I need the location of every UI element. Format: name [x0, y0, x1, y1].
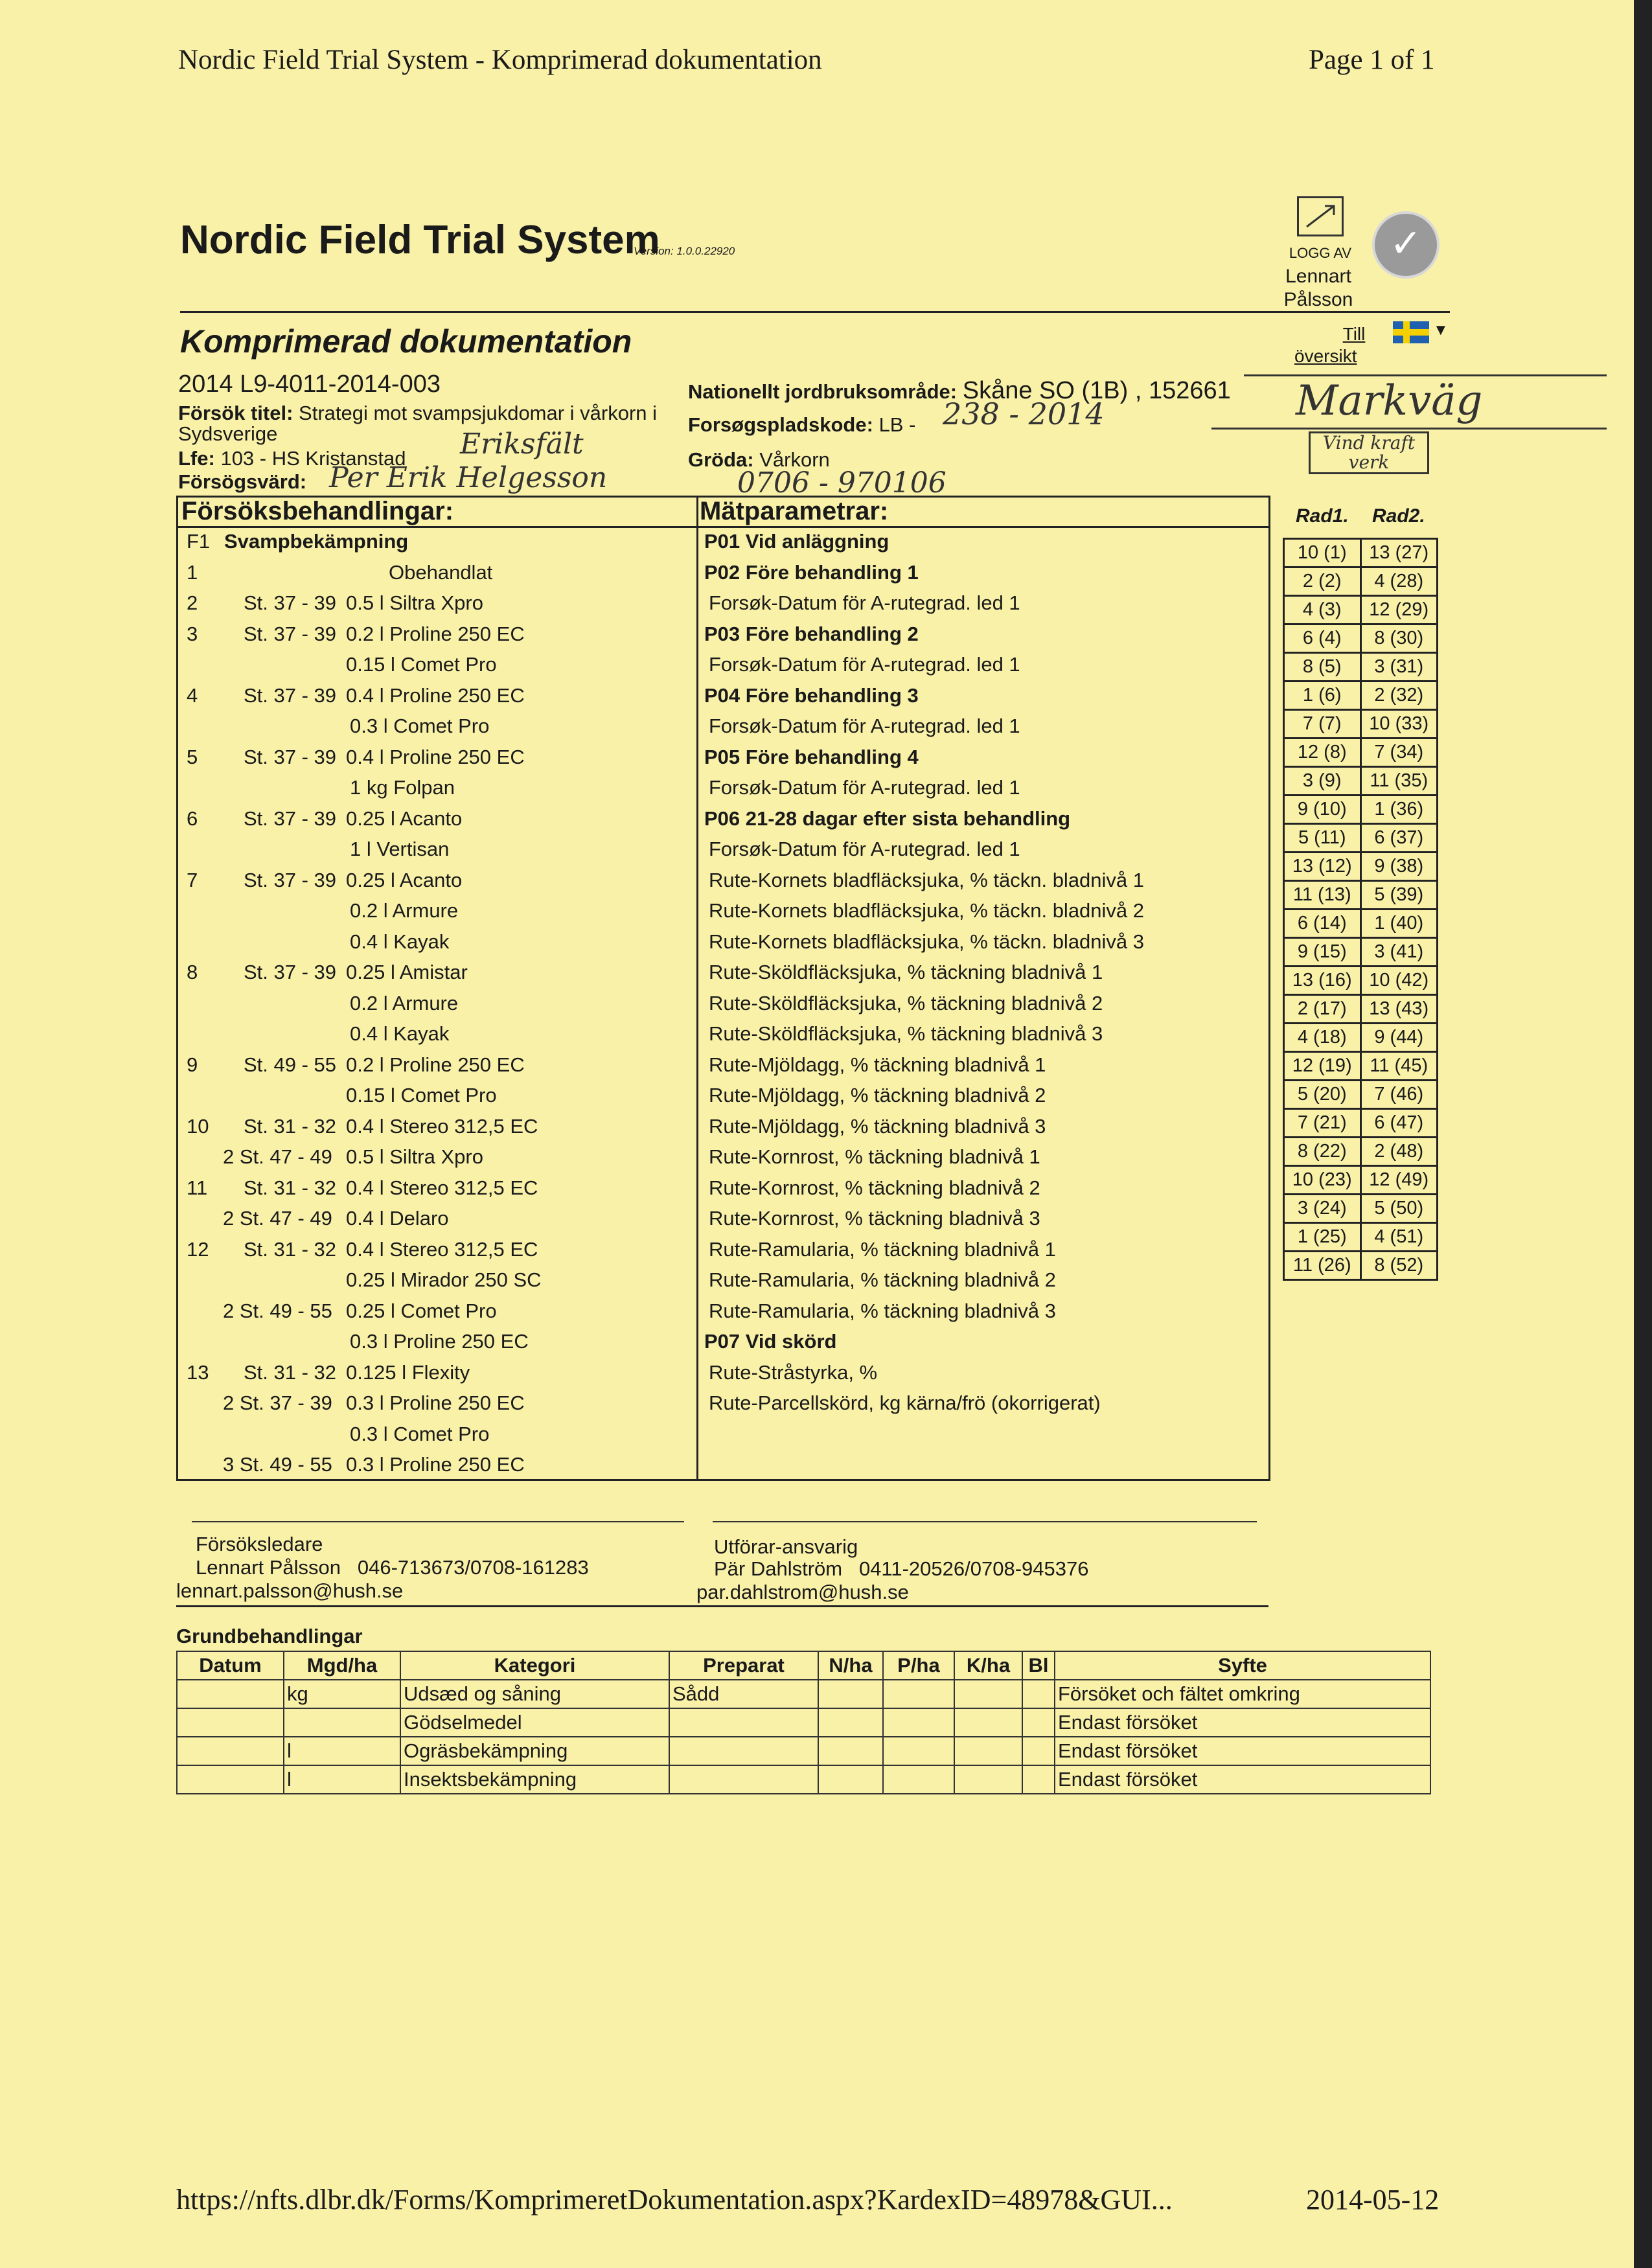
treatment-product: 0.2 l Armure: [350, 991, 459, 1014]
plot-cell: 7 (34): [1360, 739, 1438, 767]
plot-cell: 7 (21): [1284, 1109, 1361, 1138]
treatment-product: 0.3 l Comet Pro: [350, 1422, 490, 1445]
basic-cell: [177, 1765, 284, 1794]
leader-signature-line: [192, 1521, 684, 1522]
treatment-stage: 2 St. 47 - 49: [223, 1145, 332, 1168]
measurement-row: P01 Vid anläggning: [704, 530, 889, 553]
basic-cell: [669, 1765, 818, 1794]
measurement-row: Rute-Ramularia, % täckning bladnivå 1: [709, 1237, 1056, 1261]
treatment-number: 12: [187, 1237, 209, 1261]
measurement-row: P03 Före behandling 2: [704, 622, 919, 645]
plot-cell: 2 (48): [1360, 1138, 1438, 1166]
plot-cell: 3 (24): [1284, 1195, 1361, 1223]
treatment-product: 0.25 l Acanto: [346, 807, 463, 830]
treatment-product: 0.25 l Acanto: [346, 868, 463, 891]
basic-cell: [1022, 1765, 1055, 1794]
treatment-stage: St. 37 - 39: [244, 745, 337, 768]
plot-cell: 12 (8): [1284, 739, 1361, 767]
treatment-product: 0.4 l Proline 250 EC: [346, 745, 525, 768]
treatment-stage: St. 37 - 39: [244, 868, 337, 891]
basic-cell: [177, 1680, 284, 1708]
trial-title-label: Försök titel:: [178, 402, 293, 424]
region-label: Nationellt jordbruksområde:: [688, 380, 958, 403]
print-page-number: Page 1 of 1: [1309, 45, 1435, 75]
plot-cell: 5 (50): [1360, 1195, 1438, 1223]
treatment-product: 0.15 l Comet Pro: [346, 653, 497, 676]
measurement-row: Forsøk-Datum för A-rutegrad. led 1: [709, 776, 1020, 799]
footer-url: https://nfts.dlbr.dk/Forms/KomprimeretDokumentation.aspx?KardexID=48978&GUI...: [176, 2184, 1173, 2216]
plot-cell: 12 (19): [1284, 1052, 1361, 1081]
plot-cell: 8 (5): [1284, 653, 1361, 682]
lfe-value: 103 - HS Kristanstad: [220, 447, 406, 470]
plot-cell: 2 (32): [1360, 682, 1438, 710]
treatment-stage: 2 St. 47 - 49: [223, 1207, 332, 1230]
handwritten-place: Markväg: [1296, 377, 1483, 425]
executor-email[interactable]: par.dahlstrom@hush.se: [696, 1581, 909, 1603]
plot-row: [1284, 796, 1438, 824]
plot-row: [1284, 767, 1438, 796]
leader-name-phone: Lennart Pålsson 046-713673/0708-161283: [196, 1556, 589, 1579]
plot-cell: 12 (29): [1360, 596, 1438, 624]
overview-link-bottom[interactable]: översikt: [1294, 346, 1357, 366]
rad1-header: Rad1.: [1296, 505, 1349, 527]
measurement-row: P05 Före behandling 4: [704, 745, 919, 768]
treatment-product: 0.5 l Siltra Xpro: [346, 591, 483, 614]
plot-cell: 8 (52): [1360, 1252, 1438, 1280]
treatment-product: 1 kg Folpan: [350, 776, 455, 799]
plot-cell: 4 (3): [1284, 596, 1361, 624]
basic-cell: [954, 1737, 1022, 1765]
plot-cell: 13 (43): [1360, 995, 1438, 1024]
plot-cell: 5 (20): [1284, 1081, 1361, 1109]
crop-value: Vårkorn: [759, 448, 830, 471]
treatment-product: 0.25 l Amistar: [346, 961, 468, 983]
measurement-row: Rute-Kornets bladfläcksjuka, % täckn. bladnivå 3: [709, 930, 1145, 953]
treatment-number: 4: [187, 683, 198, 707]
basic-header-cell: Datum: [177, 1651, 284, 1680]
handwritten-note: Vind kraft verk: [1309, 431, 1429, 474]
measurement-row: Forsøk-Datum för A-rutegrad. led 1: [709, 653, 1020, 676]
basic-cell: [177, 1737, 284, 1765]
basic-table-row: [177, 1765, 1430, 1794]
lfe-label: Lfe:: [178, 447, 215, 470]
treatment-product: 0.4 l Kayak: [350, 1022, 450, 1045]
basic-header-cell: Bl: [1022, 1651, 1055, 1680]
basic-cell: l: [284, 1737, 400, 1765]
plot-cell: 1 (36): [1360, 796, 1438, 824]
treatment-stage: 2 St. 49 - 55: [223, 1299, 332, 1322]
measurement-row: Rute-Stråstyrka, %: [709, 1360, 878, 1384]
measurement-row: Rute-Sköldfläcksjuka, % täckning bladnivå 1: [709, 961, 1103, 983]
plot-row: [1284, 1081, 1438, 1109]
measurement-row: Rute-Kornets bladfläcksjuka, % täckn. bladnivå 2: [709, 899, 1145, 922]
plot-row: [1284, 910, 1438, 938]
treatment-product: 0.4 l Delaro: [346, 1207, 449, 1230]
code-line: [688, 413, 915, 437]
chevron-down-icon[interactable]: ▼: [1433, 321, 1449, 339]
basic-cell: [1022, 1708, 1055, 1737]
basic-table-header-row: [177, 1651, 1430, 1680]
handwritten-phone: 0706 - 970106: [737, 466, 946, 499]
treatment-product: 0.4 l Stereo 312,5 EC: [346, 1114, 538, 1138]
treatment-stage: St. 49 - 55: [244, 1053, 337, 1076]
plot-row: [1284, 1195, 1438, 1223]
treatment-product: 1 l Vertisan: [350, 838, 450, 860]
treatment-number: 9: [187, 1053, 198, 1076]
plot-cell: 4 (51): [1360, 1223, 1438, 1252]
plot-cell: 8 (22): [1284, 1138, 1361, 1166]
basic-cell: [818, 1708, 883, 1737]
basic-cell: [954, 1680, 1022, 1708]
annotation-rule-bottom: [1211, 428, 1607, 430]
plot-cell: 6 (37): [1360, 824, 1438, 853]
treatment-product: 0.3 l Proline 250 EC: [346, 1453, 525, 1476]
measurement-row: Rute-Mjöldagg, % täckning bladnivå 3: [709, 1114, 1046, 1138]
treatment-stage: St. 31 - 32: [244, 1114, 337, 1138]
executor-role: Utförar-ansvarig: [714, 1535, 858, 1558]
checkmark-avatar-icon: ✓: [1372, 211, 1440, 279]
treatment-number: 2: [187, 591, 198, 614]
measurement-row: Rute-Kornrost, % täckning bladnivå 1: [709, 1145, 1040, 1168]
plot-cell: 3 (31): [1360, 653, 1438, 682]
plot-cell: 7 (46): [1360, 1081, 1438, 1109]
plot-cell: 9 (10): [1284, 796, 1361, 824]
measurement-row: Rute-Sköldfläcksjuka, % täckning bladnivå 3: [709, 1022, 1103, 1045]
treatment-number: 8: [187, 961, 198, 983]
treatment-product: 0.4 l Stereo 312,5 EC: [346, 1237, 538, 1261]
plot-cell: 13 (16): [1284, 967, 1361, 995]
measurement-row: Rute-Mjöldagg, % täckning bladnivå 2: [709, 1084, 1046, 1106]
treatment-product: 0.4 l Stereo 312,5 EC: [346, 1176, 538, 1199]
handwritten-host-name: Per Erik Helgesson: [329, 461, 608, 494]
plot-cell: 11 (35): [1360, 767, 1438, 796]
treatment-number: 6: [187, 807, 198, 830]
basic-cell: Ogräsbekämpning: [400, 1737, 669, 1765]
measurement-row: Rute-Mjöldagg, % täckning bladnivå 1: [709, 1053, 1046, 1076]
basic-table-row: [177, 1737, 1430, 1765]
treatment-product: 0.2 l Proline 250 EC: [346, 622, 525, 645]
plot-cell: 9 (38): [1360, 853, 1438, 881]
basic-cell: l: [284, 1765, 400, 1794]
measurement-row: Rute-Ramularia, % täckning bladnivå 2: [709, 1268, 1056, 1291]
plot-row: [1284, 682, 1438, 710]
plot-cell: 12 (49): [1360, 1166, 1438, 1195]
treatment-number: 3: [187, 622, 198, 645]
treatment-stage: St. 31 - 32: [244, 1176, 337, 1199]
measurement-row: Forsøk-Datum för A-rutegrad. led 1: [709, 591, 1020, 614]
treatment-stage: St. 31 - 32: [244, 1237, 337, 1261]
leader-role: Försöksledare: [196, 1533, 323, 1555]
treatment-product: 0.25 l Mirador 250 SC: [346, 1268, 542, 1291]
basic-cell: [1022, 1680, 1055, 1708]
treatment-stage: St. 37 - 39: [244, 591, 337, 614]
basic-cell: [883, 1708, 954, 1737]
plot-cell: 2 (17): [1284, 995, 1361, 1024]
plot-cell: 5 (39): [1360, 881, 1438, 910]
basic-header-cell: N/ha: [818, 1651, 883, 1680]
basic-cell: [883, 1680, 954, 1708]
plot-row: [1284, 596, 1438, 624]
measurement-row: Rute-Kornets bladfläcksjuka, % täckn. bladnivå 1: [709, 868, 1145, 891]
annotation-rule-top: [1244, 374, 1607, 376]
plot-row: [1284, 624, 1438, 653]
treatment-number: 10: [187, 1114, 209, 1138]
plot-cell: 11 (45): [1360, 1052, 1438, 1081]
basic-cell: [1022, 1737, 1055, 1765]
treatment-product: 0.4 l Kayak: [350, 930, 450, 953]
code-label: Forsøgspladskode:: [688, 413, 873, 436]
treatment-number: 13: [187, 1360, 209, 1384]
basic-treatments-table: [176, 1651, 1431, 1794]
measurement-row: Rute-Parcellskörd, kg kärna/frö (okorrigerat): [709, 1392, 1101, 1414]
logout-icon[interactable]: [1297, 196, 1344, 236]
region-value: Skåne SO (1B) , 152661: [962, 377, 1231, 404]
treatment-stage: 3 St. 49 - 55: [223, 1453, 332, 1476]
measurement-row: P06 21-28 dagar efter sista behandling: [704, 807, 1071, 830]
plot-cell: 1 (6): [1284, 682, 1361, 710]
measurement-row: Rute-Ramularia, % täckning bladnivå 3: [709, 1299, 1056, 1322]
measurement-row: Rute-Kornrost, % täckning bladnivå 3: [709, 1207, 1040, 1230]
treatments-header-rule: [176, 526, 698, 528]
plot-cell: 2 (2): [1284, 567, 1361, 596]
basic-table-row: [177, 1708, 1430, 1737]
plot-cell: 10 (1): [1284, 539, 1361, 567]
plot-cell: 9 (15): [1284, 938, 1361, 967]
plot-row: [1284, 1052, 1438, 1081]
plot-row: [1284, 710, 1438, 739]
plot-cell: 6 (14): [1284, 910, 1361, 938]
basic-cell: [177, 1708, 284, 1737]
treatment-stage: Svampbekämpning: [224, 530, 409, 553]
treatment-number: 5: [187, 745, 198, 768]
footer-date: 2014-05-12: [1306, 2184, 1440, 2216]
basic-cell: [818, 1765, 883, 1794]
plot-cell: 6 (4): [1284, 624, 1361, 653]
basic-header-cell: Syfte: [1055, 1651, 1430, 1680]
plot-row: [1284, 1024, 1438, 1052]
plot-cell: 10 (42): [1360, 967, 1438, 995]
executor-signature-line: [713, 1521, 1257, 1522]
basic-cell: Endast försöket: [1055, 1765, 1430, 1794]
basic-cell: [818, 1737, 883, 1765]
measurements-header: Mätparametrar:: [700, 497, 889, 525]
treatment-product: 0.4 l Proline 250 EC: [346, 683, 525, 707]
measurements-header-rule: [696, 526, 1270, 528]
treatment-product: 0.3 l Proline 250 EC: [350, 1330, 529, 1353]
plot-cell: 6 (47): [1360, 1109, 1438, 1138]
measurement-row: P02 Före behandling 1: [704, 560, 919, 584]
plot-cell: 13 (27): [1360, 539, 1438, 567]
plot-cell: 5 (11): [1284, 824, 1361, 853]
plot-cell: 8 (30): [1360, 624, 1438, 653]
treatment-number: 7: [187, 868, 198, 891]
plot-cell: 4 (18): [1284, 1024, 1361, 1052]
treatment-product: 0.125 l Flexity: [346, 1360, 470, 1384]
treatment-product: Obehandlat: [389, 560, 493, 584]
contact-bottom-rule: [176, 1605, 1268, 1607]
plot-row: [1284, 1109, 1438, 1138]
header-rule: [180, 311, 1450, 313]
executor-name-phone: Pär Dahlström 0411-20526/0708-945376: [714, 1557, 1089, 1580]
plot-row: [1284, 539, 1438, 567]
plot-row: [1284, 1166, 1438, 1195]
treatment-stage: St. 37 - 39: [244, 961, 337, 983]
plot-cell: 11 (13): [1284, 881, 1361, 910]
basic-cell: [284, 1708, 400, 1737]
user-last-name: Pålsson: [1283, 289, 1353, 310]
overview-link-top[interactable]: Till: [1342, 324, 1366, 344]
trial-title-line: [178, 402, 657, 425]
treatment-stage: St. 37 - 39: [244, 622, 337, 645]
basic-table-row: [177, 1680, 1430, 1708]
trial-id: 2014 L9-4011-2014-003: [178, 371, 441, 398]
treatment-number: 1: [187, 560, 198, 584]
plot-cell: 7 (7): [1284, 710, 1361, 739]
basic-cell: [954, 1708, 1022, 1737]
treatment-stage: 2 St. 37 - 39: [223, 1392, 332, 1414]
treatment-product: 0.3 l Proline 250 EC: [346, 1392, 525, 1414]
basic-cell: [883, 1737, 954, 1765]
scan-edge: [1634, 0, 1652, 2268]
treatment-product: 0.15 l Comet Pro: [346, 1084, 497, 1106]
treatment-product: 0.2 l Proline 250 EC: [346, 1053, 525, 1076]
logout-link[interactable]: LOGG AV: [1289, 245, 1352, 261]
basic-header-cell: Preparat: [669, 1651, 818, 1680]
treatment-number: F1: [187, 530, 211, 553]
plot-row: [1284, 824, 1438, 853]
treatment-product: 0.5 l Siltra Xpro: [346, 1145, 483, 1168]
rad2-header: Rad2.: [1372, 505, 1425, 527]
leader-email[interactable]: lennart.palsson@hush.se: [176, 1579, 404, 1602]
plot-cell: 3 (41): [1360, 938, 1438, 967]
handwritten-field-name: Eriksfält: [460, 428, 584, 461]
plot-row: [1284, 853, 1438, 881]
code-value: LB -: [878, 413, 916, 436]
basic-cell: Sådd: [669, 1680, 818, 1708]
basic-cell: Udsæd og såning: [400, 1680, 669, 1708]
plot-row: [1284, 567, 1438, 596]
plot-cell: 9 (44): [1360, 1024, 1438, 1052]
plot-cell: 3 (9): [1284, 767, 1361, 796]
basic-cell: Endast försöket: [1055, 1737, 1430, 1765]
measurement-row: Forsøk-Datum för A-rutegrad. led 1: [709, 838, 1020, 860]
basic-header-cell: P/ha: [883, 1651, 954, 1680]
treatment-stage: St. 31 - 32: [244, 1360, 337, 1384]
basic-header-cell: Kategori: [400, 1651, 669, 1680]
plot-row: [1284, 881, 1438, 910]
treatment-product: 0.25 l Comet Pro: [346, 1299, 497, 1322]
treatment-stage: St. 37 - 39: [244, 807, 337, 830]
app-version: Version: 1.0.0.22920: [634, 245, 735, 257]
plot-row: [1284, 995, 1438, 1024]
host-label: Försögsvärd:: [178, 470, 307, 493]
plot-cell: 11 (26): [1284, 1252, 1361, 1280]
flag-icon[interactable]: [1393, 321, 1429, 343]
measurement-row: P07 Vid skörd: [704, 1330, 837, 1353]
plot-row: [1284, 653, 1438, 682]
handwritten-code: 238 - 2014: [943, 396, 1105, 431]
plot-row: [1284, 1223, 1438, 1252]
trial-title-value-2: Sydsverige: [178, 422, 278, 445]
basic-cell: [669, 1708, 818, 1737]
treatment-product: 0.3 l Comet Pro: [350, 715, 490, 737]
print-header-title: Nordic Field Trial System - Komprimerad dokumentation: [178, 45, 822, 75]
app-title: Nordic Field Trial System: [180, 218, 660, 262]
basic-header-cell: Mgd/ha: [284, 1651, 400, 1680]
basic-title: Grundbehandlingar: [176, 1625, 363, 1647]
plot-row: [1284, 739, 1438, 767]
treatment-number: 11: [187, 1176, 208, 1199]
measurement-row: P04 Före behandling 3: [704, 683, 919, 707]
treatment-stage: St. 37 - 39: [244, 683, 337, 707]
trial-title-value: Strategi mot svampsjukdomar i vårkorn i: [299, 402, 658, 424]
basic-cell: Endast försöket: [1055, 1708, 1430, 1737]
plot-cell: 1 (40): [1360, 910, 1438, 938]
plot-row: [1284, 967, 1438, 995]
basic-cell: [883, 1765, 954, 1794]
plot-cell: 10 (23): [1284, 1166, 1361, 1195]
basic-cell: [669, 1737, 818, 1765]
treatments-header: Försöksbehandlingar:: [181, 497, 454, 525]
plot-layout-table: [1283, 538, 1438, 1281]
basic-cell: Insektsbekämpning: [400, 1765, 669, 1794]
plot-cell: 4 (28): [1360, 567, 1438, 596]
basic-header-cell: K/ha: [954, 1651, 1022, 1680]
plot-row: [1284, 1138, 1438, 1166]
treatment-product: 0.2 l Armure: [350, 899, 459, 922]
user-first-name: Lennart: [1285, 266, 1351, 287]
measurement-row: Forsøk-Datum för A-rutegrad. led 1: [709, 715, 1020, 737]
plot-row: [1284, 938, 1438, 967]
basic-cell: Gödselmedel: [400, 1708, 669, 1737]
crop-label: Gröda:: [688, 448, 754, 471]
plot-cell: 13 (12): [1284, 853, 1361, 881]
doc-title: Komprimerad dokumentation: [180, 323, 632, 360]
plot-row: [1284, 1252, 1438, 1280]
plot-cell: 10 (33): [1360, 710, 1438, 739]
measurement-row: Rute-Kornrost, % täckning bladnivå 2: [709, 1176, 1040, 1199]
basic-cell: [818, 1680, 883, 1708]
basic-cell: Försöket och fältet omkring: [1055, 1680, 1430, 1708]
basic-cell: kg: [284, 1680, 400, 1708]
basic-cell: [954, 1765, 1022, 1794]
plot-cell: 1 (25): [1284, 1223, 1361, 1252]
measurement-row: Rute-Sköldfläcksjuka, % täckning bladnivå 2: [709, 991, 1103, 1014]
